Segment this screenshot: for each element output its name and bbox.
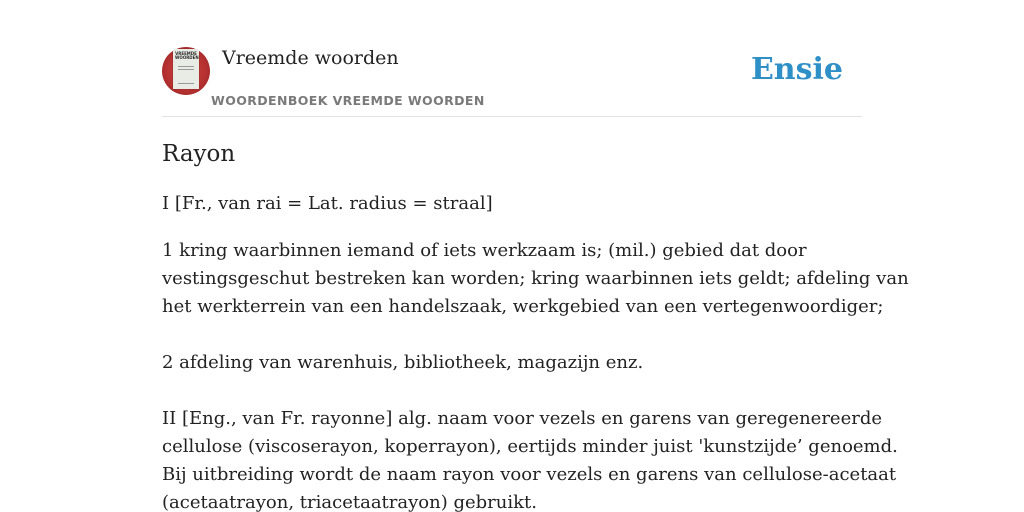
book-cover-icon bbox=[173, 49, 199, 89]
site-header bbox=[162, 46, 862, 117]
definition-line: vestingsgeschut bestreken kan worden; kring waarbinnen iets geldt; afdeling van bbox=[162, 268, 909, 289]
book-cover-line bbox=[178, 69, 194, 70]
definition-2 bbox=[162, 349, 862, 377]
entry-title: Rayon bbox=[162, 141, 236, 167]
definition-line: (acetaatrayon, triacetaatrayon) gebruikt. bbox=[162, 492, 537, 512]
book-cover-title-line1: VREEMDE bbox=[175, 51, 197, 56]
dictionary-avatar[interactable] bbox=[162, 47, 210, 95]
definition-line: cellulose (viscoserayon, koperrayon), eertijds minder juist 'kunstzijde’ genoemd. bbox=[162, 436, 898, 457]
book-cover-line bbox=[178, 66, 194, 67]
paragraph-gap bbox=[162, 321, 862, 349]
dictionary-subtitle: WOORDENBOEK VREEMDE WOORDEN bbox=[211, 93, 485, 108]
definition-line: Bij uitbreiding wordt de naam rayon voor vezels en garens van cellulose-acetaat bbox=[162, 464, 897, 485]
entry-etymology: I [Fr., van rai = Lat. radius = straal] bbox=[162, 193, 493, 214]
entry-content bbox=[162, 138, 909, 512]
definition-line: II [Eng., van Fr. rayonne] alg. naam voor vezels en garens van geregenereerde bbox=[162, 408, 883, 429]
book-cover-line bbox=[178, 83, 194, 84]
book-cover-title-line2: WOORDEN bbox=[175, 55, 199, 60]
dictionary-name-link[interactable]: Vreemde woorden bbox=[222, 47, 399, 69]
ensie-logo[interactable]: Ensie bbox=[750, 52, 843, 87]
definition-line: het werkterrein van een handelszaak, werkgebied van een vertegenwoordiger; bbox=[162, 296, 884, 317]
paragraph-gap bbox=[162, 377, 862, 405]
definition-line: 1 kring waarbinnen iemand of iets werkzaam is; (mil.) gebied dat door bbox=[162, 240, 807, 261]
definition-1 bbox=[162, 237, 909, 321]
definition-line: 2 afdeling van warenhuis, bibliotheek, magazijn enz. bbox=[162, 352, 644, 373]
definition-3 bbox=[162, 405, 898, 512]
